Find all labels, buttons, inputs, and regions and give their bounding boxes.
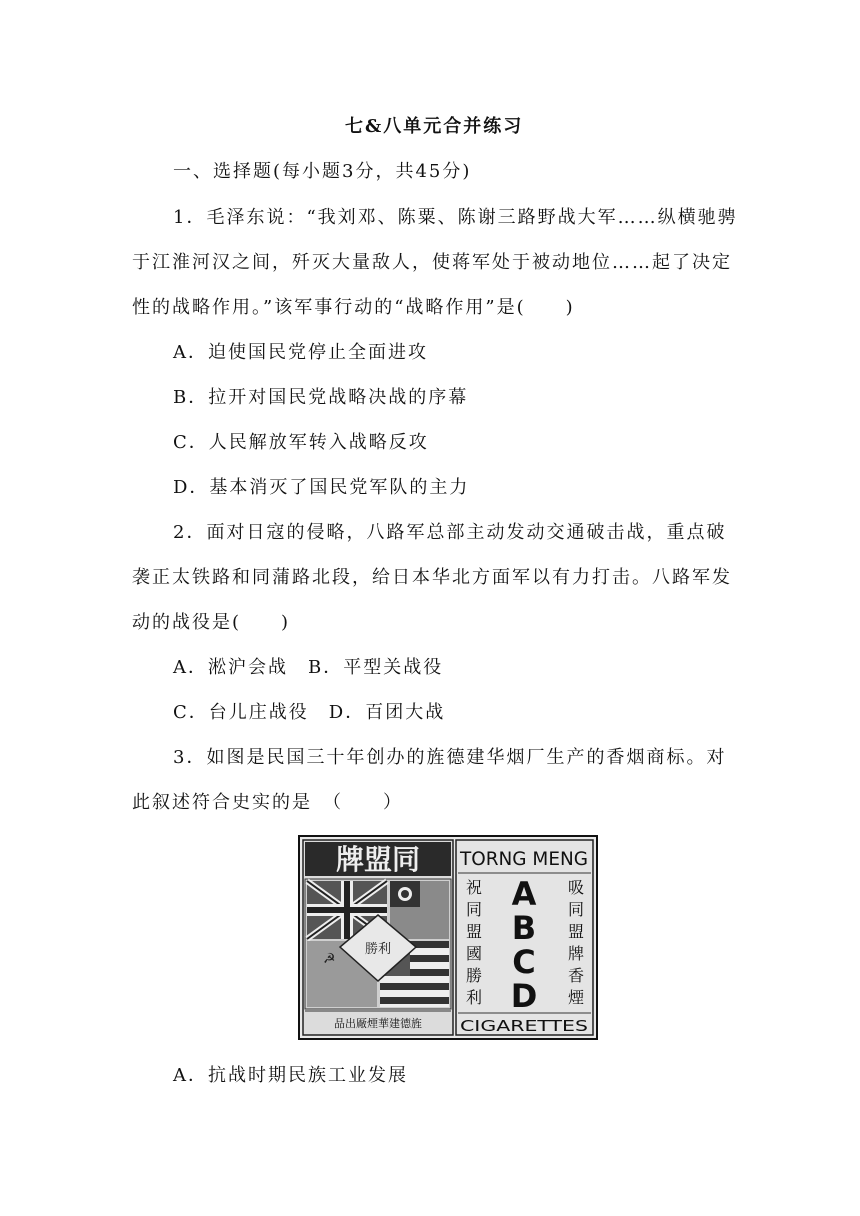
vertical-text-right-4: 牌 bbox=[567, 944, 585, 963]
label-brand-text: 牌盟同 bbox=[335, 843, 421, 876]
question-1-option-d: D．基本消灭了国民党军队的主力 bbox=[173, 477, 470, 498]
label-footer-text: 品出厰煙華建德旌 bbox=[334, 1017, 422, 1030]
question-1-option-c: C．人民解放军转入战略反攻 bbox=[173, 432, 429, 453]
letter-a: A bbox=[511, 875, 537, 913]
cigarette-label-image bbox=[298, 835, 598, 1040]
flag-text: 勝利 bbox=[364, 942, 392, 957]
question-2-options-ab: A．淞沪会战 B．平型关战役 bbox=[173, 657, 444, 678]
letter-b: B bbox=[511, 909, 537, 947]
question-3-option-a: A．抗战时期民族工业发展 bbox=[173, 1065, 408, 1086]
svg-text:☭: ☭ bbox=[323, 951, 336, 967]
vertical-text-left-2: 同 bbox=[465, 900, 483, 919]
vertical-text-right-6: 煙 bbox=[567, 988, 585, 1007]
roc-flag-icon bbox=[390, 881, 449, 939]
question-1-line-1: 1．毛泽东说：“我刘邓、陈粟、陈谢三路野战大军……纵横驰骋 bbox=[173, 207, 738, 228]
question-1-line-2: 于江淮河汉之间，歼灭大量敌人，使蒋军处于被动地位……起了决定 bbox=[132, 252, 732, 273]
question-2-options-cd: C．台儿庄战役 D．百团大战 bbox=[173, 702, 446, 723]
question-2-line-3: 动的战役是( ) bbox=[132, 612, 291, 633]
label-bottom-text: CIGARETTES bbox=[460, 1017, 588, 1035]
question-3-line-1: 3．如图是民国三十年创办的旌德建华烟厂生产的香烟商标。对 bbox=[173, 747, 727, 768]
vertical-text-right-2: 同 bbox=[567, 900, 585, 919]
question-2-line-1: 2．面对日寇的侵略，八路军总部主动发动交通破击战，重点破 bbox=[173, 522, 727, 543]
question-3-line-2: 此叙述符合史实的是 （ ） bbox=[132, 792, 403, 813]
vertical-text-right-3: 盟 bbox=[567, 922, 585, 941]
section-heading: 一、选择题(每小题3分，共45分) bbox=[173, 161, 472, 182]
vertical-text-right-5: 香 bbox=[567, 966, 585, 985]
question-1-option-a: A．迫使国民党停止全面进攻 bbox=[173, 342, 428, 363]
question-2-line-2: 袭正太铁路和同蒲路北段，给日本华北方面军以有力打击。八路军发 bbox=[132, 567, 732, 588]
vertical-text-left-1: 祝 bbox=[465, 878, 483, 897]
vertical-text-right-1: 吸 bbox=[567, 878, 585, 897]
question-1-option-b: B．拉开对国民党战略决战的序幕 bbox=[173, 387, 469, 408]
vertical-text-left-4: 國 bbox=[465, 944, 483, 963]
vertical-text-left-6: 利 bbox=[465, 988, 483, 1007]
vertical-text-left-3: 盟 bbox=[465, 922, 483, 941]
vertical-text-left-5: 勝 bbox=[465, 966, 483, 985]
question-1-line-3: 性的战略作用。”该军事行动的“战略作用”是( ) bbox=[132, 297, 575, 318]
letter-d: D bbox=[510, 977, 538, 1015]
label-top-text: TORNG MENG bbox=[459, 848, 588, 870]
letter-c: C bbox=[512, 943, 536, 981]
page-title: 七&八单元合并练习 bbox=[345, 116, 524, 137]
